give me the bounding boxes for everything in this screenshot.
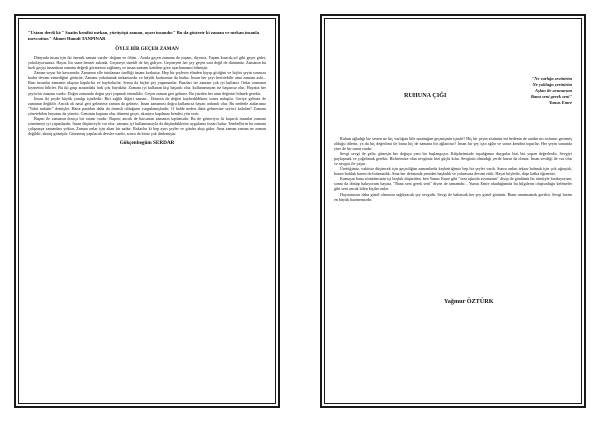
left-page-content	[28, 30, 266, 400]
right-page-content	[334, 30, 572, 400]
paragraph: Hayatımızın daha güzel olmasını sağlayacak şey sevgidir. Sevgi ile bakarsak her şey güzel görünür. Bunu unutmamak gerekir. Sevgi bizim en büyük hazinemizdir.	[334, 191, 572, 202]
essay-body	[334, 136, 572, 202]
paragraph: Dünyada insan için iki önemli zaman vardır: doğum ve ölüm... Arada geçen zamana da yaşam, diyoruz. Yaşam kısacık;yıl gibi geçer gider, yokolayorsunuz. Hayat, bir saate benzer aslında. Geçmeye sürekli de hiç gidiyor. Geçmeyen her şey geçen saat değil de dünümüz. Zamanın bu hızlı geçişi insanların zamanı değerli görmesini sağlamış ve insan zamanı kendine göre ayarlamasını bilmiştir.	[28, 55, 266, 71]
paragraph: İnsan iki şeyde büyük yanılgı içindedir: Biri sağlık diğeri zaman... İkisinin de değeri kaybedildikten sonra anlaşılır. Geriye gelmez de zamanın değildir. Ancak ok nasıl geri gelmezse zaman da gelmez. İnsan zamanını doğru kullanırsa hayatı anlamlı olur. Bu nedenle atalarımız "Vakit nakittir" demişler. Hatta paradan daha da önemli olduğunu vurgulamışlardır. O halde neden daha gelmesine seyirci kalalım? Zamanı yönetebilen hayatını da yönetir. Geminin kaptanı olur dümeni geçer, akıntıya kapılmaz kendisi yön verir.	[28, 95, 266, 116]
epigraph: "Ustam derdi ki:" Saatin kendisi mekan, yürüyüşü zaman, ayarı insandır." Bu da gösterir ki zaman ve mekan insanla mevcuttur." Ahmet Hamdi TANPINAR	[28, 30, 259, 41]
poem-line: "Ne varlığa sevinirim	[531, 76, 572, 81]
essay-title: ÖYLE BİR GEÇER ZAMAN	[115, 47, 179, 53]
poem-signature: Yunus Emre	[549, 100, 572, 105]
paragraph: Ürettiğimiz, vakitsiz düşüncek için geçirdiğim zamanlarda kaybettiğimiz hep bir şeyler vardı. Sonra onları tekrar bulmak için çok uğraştık, bazen bulduk bazen de bulamadık. Ama her defasında yeniden başladık ve yolumuza devam ettik. Hayat böyledir, düşe kalka öğreniriz.	[334, 166, 572, 177]
paragraph: Ruhun ağladığı bir sesten ne hiç varlığını bile unuttuğun geçmişinin içinde? Hiç bir şeyin sözünün mi bedenin de aradın mı sırlarını getirmiş olduğu dilerin, ya da hiç değerlimi ile bunu hiç de zamana bir ağlatırsın? İnsan bir şey için ağlar ve sonra kendini toparlar. Her şeyin sonunda yine de bir umut vardır.	[334, 136, 572, 152]
left-page	[6, 6, 288, 416]
paragraph: Sevgi sevgi ile gelir; güneşin her doğuşu yeni bir başlangıçtır. Kalplerimizde taşıdığımız duygular bizi biz yapan değerlerdir. Sevgiyi paylaşmak ve çoğaltmak gerekir. Birbirimize olan sevgimiz bizi güçlü kılar. Sevginin olmadığı yerde huzur da olmaz. İnsan sevdiği ile var olur ve sevgisi ile yaşar.	[334, 151, 572, 167]
right-page	[312, 6, 594, 416]
paragraph: Zaman soyut bir kavramdır. Zamanın elle tutulamaz özelliği insanı korkutur. Hep bir şeylerin elinden kayıp gittiğini ve hiçbir şeyin sonsuza kadar devam etmediğini görürüz. Zamanı yakalamak imkansızdır ve büyük korkumuz da budur. İnsan her şeyi bertirebilir ama zamanı asla... Bazı insanlar zamanın akışına kapılırlar ve kaybolurlar. Sonra da hiçbir şey yapamazlar. Bazıları ise zamanı çok iyi kullanır. Onlar zamanın kıymetini bilirler. Bu iki grup arasındaki fark çok büyüktür. Zamanı iyi kullanan kişi başarılı olur, kullanamayan ise başarısız olur. Hayatta her şeyin bir zamanı vardır. Doğru zamanda doğru şeyi yapmak önemlidir. Geçen zaman geri gelmez. Bu yüzden her anın değerini bilmek gerekir.	[28, 70, 266, 96]
poem-line: Aşkın ile avunurum	[534, 88, 572, 93]
paragraph: Başım ile zamanın dostça bir ortam vardır. Başım; ancak de harcanan zamanın toplamıdır. Bu de gösteriyor ki başarılı insanlar zamanı yönetmeyi iyi yapanlardır. İnsan düşünceyle var olur, zamanı iyi kullanmasıyla da düşündüklerini uygulama fırsatı bulur. Tembellerin bu zamanı çalışmaya zamanları yoktur. Zaman onlar için akan bir sudur. Bakarlar ki hep aynı şeyler ve günler akıp gider. Ama zaman zaman ne zaman değildir, akmış gitmiştir. Gitmemiş yapılacak dersler vardır, sonra da biraz çok dinlemiştir.	[28, 115, 266, 136]
paragraph: Kumaşın bana sönüdeminin içi boşluk düşürülen, ben Yunus Emre gibi "seni aşkınla avunurum" diyip de gönlümü bir tümüyle bırakıyorum; sonra da dönüp bakıyorum hayata. "Bana seni gerek seni" diyen de tamamdır... Yunus Emre okuduğumda bu bilgilerin oluşturduğu kelimeler gibi seni ancak bilen kişiler anlar.	[334, 176, 572, 192]
poem-line: Bana seni gerek seni"	[530, 94, 572, 99]
poem-line: Ne yokluğa yerinirim	[532, 82, 572, 87]
author-name: Yağmur ÖZTÜRK	[444, 298, 494, 305]
author-name: Gökçenbegüm SERDAR	[119, 139, 175, 146]
poem-epigraph	[531, 76, 572, 106]
essay-title: RUHUNA ÇIĞI	[404, 92, 447, 99]
